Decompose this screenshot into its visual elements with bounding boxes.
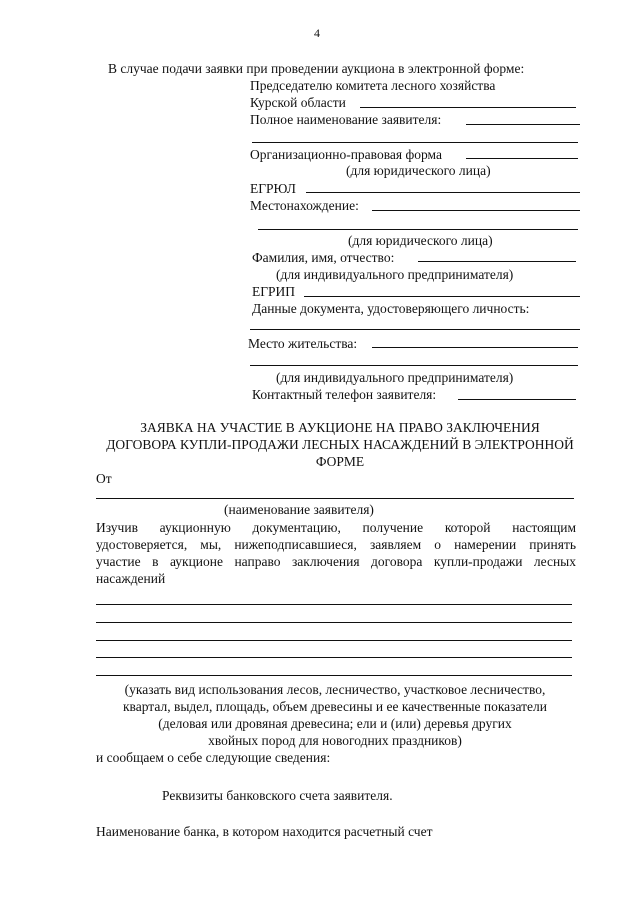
paragraph-line-3: участие в аукционе направо заключения договора купли-продажи лесных: [96, 554, 576, 569]
fio-blank: [418, 261, 576, 262]
details-blank-3: [96, 640, 572, 641]
egrul-label: ЕГРЮЛ: [250, 181, 296, 196]
location-label: Местонахождение:: [250, 198, 359, 213]
full-name-blank-2: [252, 142, 578, 143]
bank-name-label: Наименование банка, в котором находится расчетный счет: [96, 824, 433, 839]
addressee-line-2: Курской области: [250, 95, 346, 110]
details-blank-2: [96, 622, 572, 623]
note-line-3: (деловая или дровяная древесина; ели и (или) деревья других: [158, 716, 512, 731]
location-blank-2: [258, 229, 578, 230]
id-document-label: Данные документа, удостоверяющего личность:: [252, 301, 530, 316]
residence-label: Место жительства:: [248, 336, 358, 351]
title-line-3: ФОРМЕ: [315, 454, 365, 469]
legal-entity-note-1: (для юридического лица): [346, 163, 491, 178]
addressee-blank: [360, 107, 576, 108]
phone-blank: [458, 399, 576, 400]
details-blank-1: [96, 604, 572, 605]
egrip-blank: [304, 296, 580, 297]
title-line-1: ЗАЯВКА НА УЧАСТИЕ В АУКЦИОНЕ НА ПРАВО ЗАКЛЮЧЕНИЯ: [140, 420, 540, 435]
entrepreneur-note-2: (для индивидуального предпринимателя): [276, 370, 514, 385]
details-blank-4: [96, 657, 572, 658]
residence-blank-2: [250, 365, 578, 366]
from-label: От: [96, 471, 112, 486]
note-line-1: (указать вид использования лесов, лесничество, участковое лесничество,: [124, 682, 546, 697]
addressee-line-1: Председателю комитета лесного хозяйства: [250, 78, 496, 93]
title-line-2: ДОГОВОРА КУПЛИ-ПРОДАЖИ ЛЕСНЫХ НАСАЖДЕНИЙ В ЭЛЕКТРОННОЙ: [106, 437, 574, 452]
note-line-4: хвойных пород для новогодних праздников): [208, 733, 462, 748]
legal-form-label: Организационно-правовая форма: [250, 147, 442, 162]
note-line-2: квартал, выдел, площадь, объем древесины и ее качественные показатели: [122, 699, 548, 714]
location-blank: [372, 210, 580, 211]
full-name-label: Полное наименование заявителя:: [250, 112, 442, 127]
id-document-blank: [250, 329, 580, 330]
paragraph-line-4: насаждений: [96, 571, 166, 586]
paragraph-line-1: Изучив аукционную документацию, получение которой настоящим: [96, 520, 576, 535]
details-blank-5: [96, 675, 572, 676]
fio-label: Фамилия, имя, отчество:: [252, 250, 395, 265]
intro-text: В случае подачи заявки при проведении аукциона в электронной форме:: [108, 61, 525, 76]
bank-details-heading: Реквизиты банковского счета заявителя.: [162, 788, 393, 803]
egrul-blank: [306, 192, 580, 193]
legal-entity-note-2: (для юридического лица): [348, 233, 493, 248]
applicant-blank: [96, 498, 574, 499]
page-number: 4: [314, 26, 320, 40]
info-line: и сообщаем о себе следующие сведения:: [96, 750, 331, 765]
egrip-label: ЕГРИП: [252, 284, 296, 299]
phone-label: Контактный телефон заявителя:: [252, 387, 437, 402]
full-name-blank: [466, 124, 580, 125]
paragraph-line-2: удостоверяется, мы, нижеподписавшиеся, заявляем о намерении принять: [96, 537, 576, 552]
legal-form-blank: [466, 158, 578, 159]
applicant-caption: (наименование заявителя): [224, 502, 374, 517]
residence-blank: [372, 347, 578, 348]
entrepreneur-note-1: (для индивидуального предпринимателя): [276, 267, 514, 282]
